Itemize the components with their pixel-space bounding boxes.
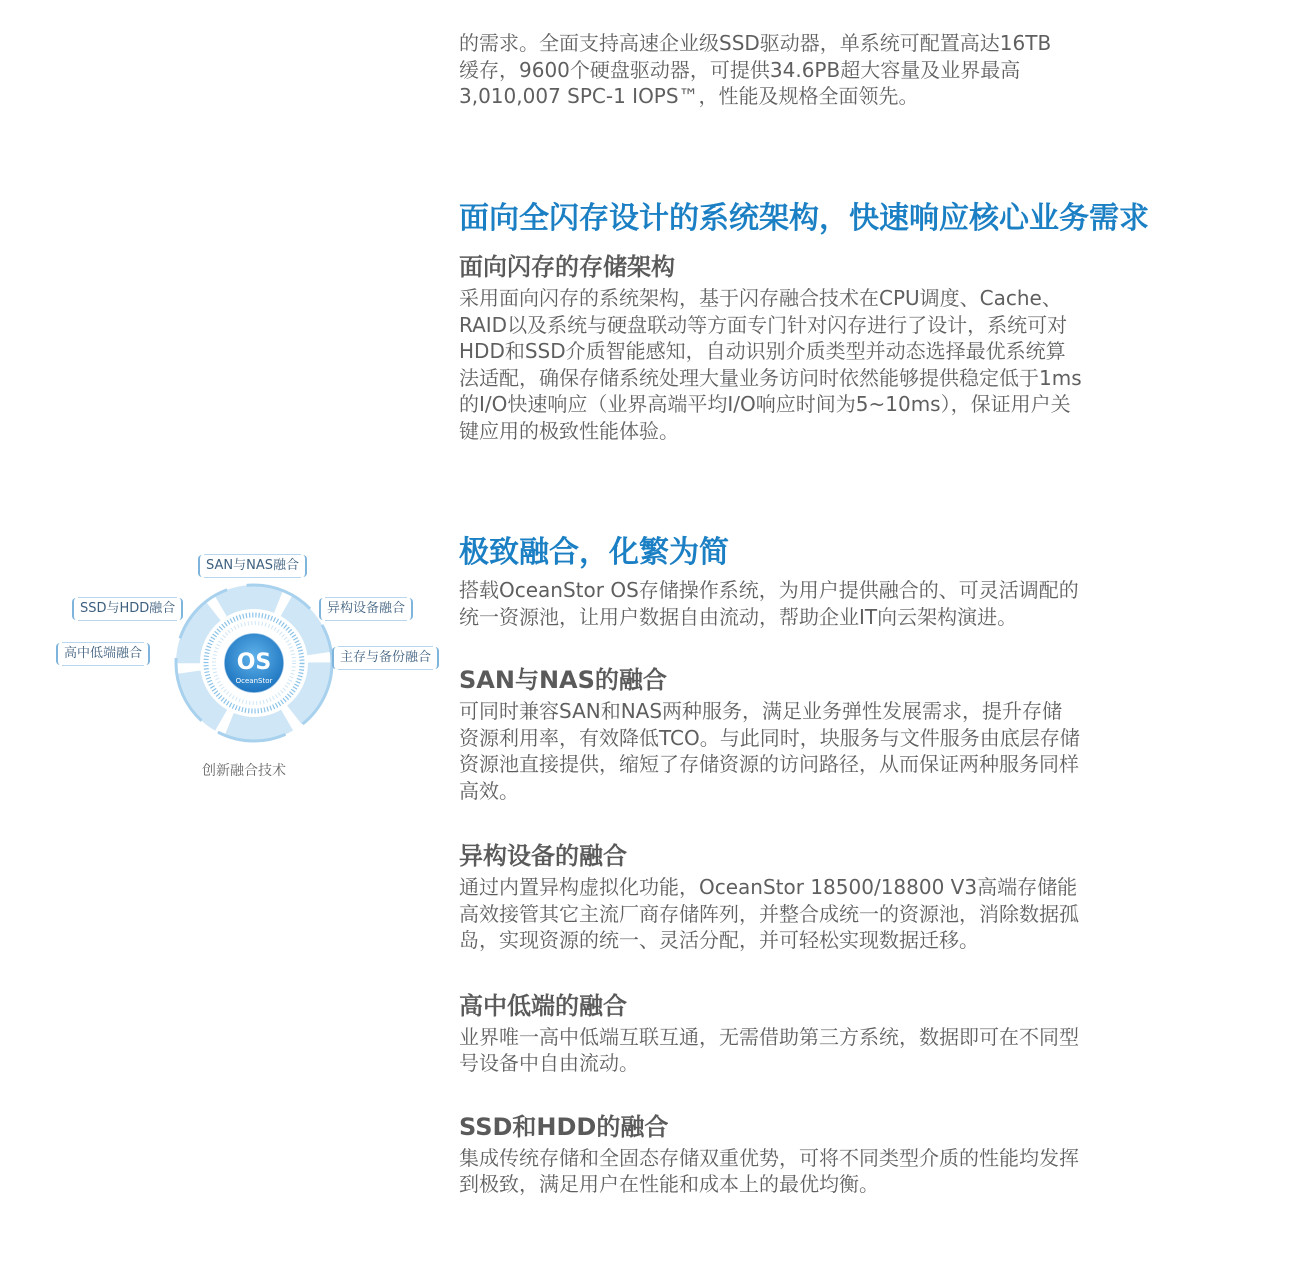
- fusion-item-text-hetero: 通过内置异构虚拟化功能，OceanStor 18500/18800 V3高端存储能 高效接管其它主流厂商存储阵列，并整合成统一的资源池，消除数据孤 岛，实现资源的统一、灵活分配，并可轻松实现数据迁移。: [459, 875, 1079, 952]
- tag-hetero: 异构设备融合: [319, 598, 413, 620]
- section-flash-paragraph: 采用面向闪存的系统架构，基于闪存融合技术在CPU调度、Cache、 RAID以及系统与硬盘联动等方面专门针对闪存进行了设计，系统可对 HDD和SSD介质智能感知，自动识别介质类型并动态选择最优系统算 法适配，确保存储系统处理大量业务访问时依然能够提供稳定低于1ms 的I/O快速响应（业界高端平均I/O响应时间为5~10ms），保证用户关 键应用的极致性能体验。: [459, 286, 1082, 443]
- tag-tiers: 高中低端融合: [56, 643, 150, 665]
- tag-ssd-hdd: SSD与HDD融合: [72, 598, 183, 620]
- section-flash-subtitle: 面向闪存的存储架构: [459, 253, 675, 281]
- section-flash-title: 面向全闪存设计的系统架构，快速响应核心业务需求: [459, 201, 1149, 236]
- oceanstor-logo-text: OS: [236, 650, 272, 675]
- section-fusion-paragraph: 搭载OceanStor OS存储操作系统，为用户提供融合的、可灵活调配的 统一资源池，让用户数据自由流动，帮助企业IT向云架构演进。: [459, 578, 1079, 629]
- fusion-diagram: [40, 545, 450, 785]
- section-fusion-title: 极致融合，化繁为简: [459, 535, 729, 570]
- section-fusion: [459, 533, 1249, 1198]
- tag-san-nas: SAN与NAS融合: [198, 555, 307, 577]
- fusion-item-text-ssd-hdd: 集成传统存储和全固态存储双重优势，可将不同类型介质的性能均发挥 到极致，满足用户在性能和成本上的最优均衡。: [459, 1145, 1079, 1196]
- fusion-item-title-san-nas: SAN与NAS的融合: [459, 666, 667, 694]
- fusion-item-text-tiers: 业界唯一高中低端互联互通，无需借助第三方系统，数据即可在不同型 号设备中自由流动。: [459, 1024, 1079, 1075]
- section-flash: [459, 199, 1249, 444]
- diagram-caption: 创新融合技术: [202, 763, 286, 779]
- fusion-item-title-ssd-hdd: SSD和HDD的融合: [459, 1112, 669, 1141]
- fusion-item-title-hetero: 异构设备的融合: [459, 842, 627, 870]
- intro-paragraph: 的需求。全面支持高速企业级SSD驱动器，单系统可配置高达16TB 缓存，9600个硬盘驱动器，可提供34.6PB超大容量及业界最高 3,010,007 SPC-1 IOPS™，性能及规格全面领先。: [459, 31, 1052, 108]
- fusion-item-text-san-nas: 可同时兼容SAN和NAS两种服务，满足业务弹性发展需求，提升存储 资源利用率，有效降低TCO。与此同时，块服务与文件服务由底层存储 资源池直接提供，缩短了存储资源的访问路径，从而保证两种服务同样 高效。: [459, 699, 1080, 803]
- oceanstor-logo-subtext: OceanStor: [235, 677, 273, 685]
- tag-backup: 主存与备份融合: [332, 647, 439, 669]
- fusion-item-title-tiers: 高中低端的融合: [459, 991, 627, 1020]
- intro-block: [459, 30, 1249, 110]
